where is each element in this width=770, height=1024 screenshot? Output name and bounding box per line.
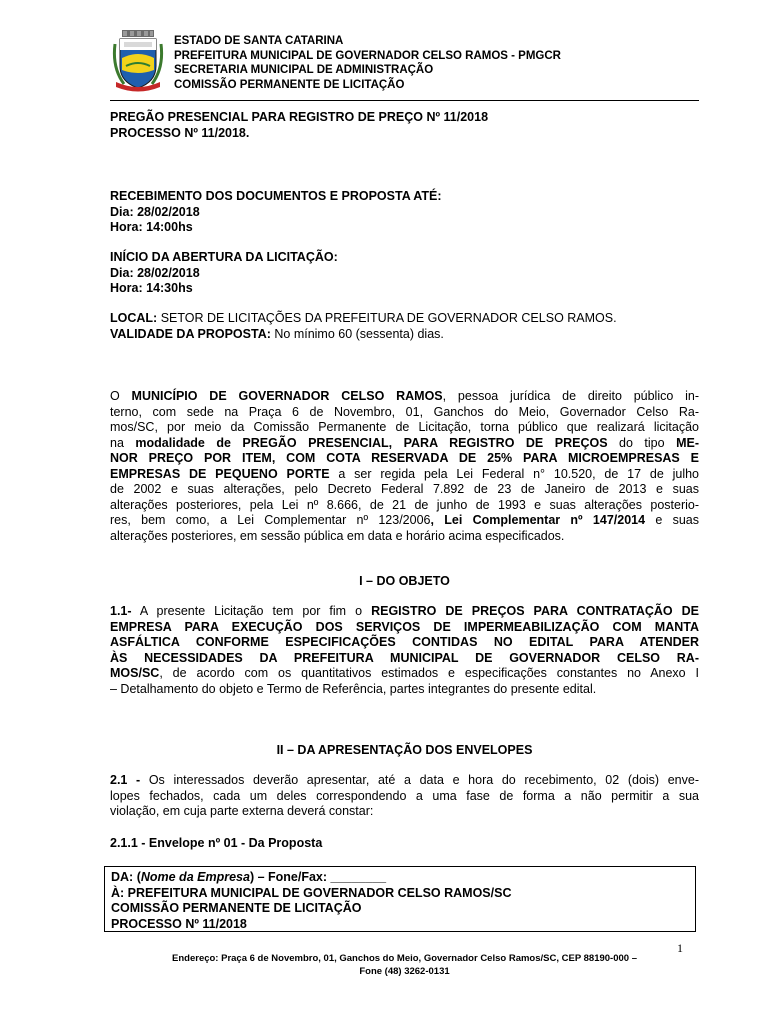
header-divider xyxy=(110,100,699,101)
local-label: LOCAL: xyxy=(110,311,158,325)
text-run: ASFÁLTICA CONFORME ESPECIFICAÇÕES CONTIDAS NO EDITAL PARA ATENDER xyxy=(110,635,699,649)
section-1-heading: I – DO OBJETO xyxy=(359,574,450,588)
text-run: , de acordo com os quantitativos estimados e especificações constantes no Anexo I xyxy=(159,666,699,680)
local-line xyxy=(110,311,699,327)
state-name: ESTADO DE SANTA CATARINA xyxy=(174,35,344,47)
paragraph-line xyxy=(110,604,699,620)
section-1-paragraph xyxy=(110,604,699,697)
paragraph-line xyxy=(110,682,699,698)
text-run: Os interessados deverão apresentar, até a data e hora do recebimento, 02 (dois) enve- xyxy=(140,773,699,787)
company-name-placeholder: Nome da Empresa xyxy=(140,870,250,884)
text-run: MUNICÍPIO DE GOVERNADOR CELSO RAMOS xyxy=(131,389,443,403)
text-run: 2.1 - xyxy=(110,773,141,787)
opening-day: Dia: 28/02/2018 xyxy=(110,265,200,280)
text-run: EMPRESA PARA EXECUÇÃO DOS SERVIÇOS DE IMPERMEABILIZAÇÃO COM MANTA xyxy=(110,619,699,634)
envelope-commission-line: COMISSÃO PERMANENTE DE LICITAÇÃO xyxy=(111,901,362,915)
text-run: MOS/SC xyxy=(110,666,160,680)
receipt-section xyxy=(110,189,699,236)
text-run: , Lei Complementar nº 147/2014 xyxy=(430,513,646,527)
text-run: do tipo xyxy=(607,435,677,450)
footer-phone: Fone (48) 3262-0131 xyxy=(359,966,450,977)
text-run: alterações posteriores, em sessão pública em data e horário acima especificados. xyxy=(110,528,565,543)
paragraph-line xyxy=(110,405,699,421)
text-run: EMPRESAS DE PEQUENO PORTE xyxy=(110,466,330,481)
paragraph-line xyxy=(110,513,699,529)
receipt-day: Dia: 28/02/2018 xyxy=(110,204,200,219)
envelope-process-line: PROCESSO Nº 11/2018 xyxy=(111,916,247,931)
envelope-label-box xyxy=(104,866,696,932)
paragraph-line xyxy=(110,651,699,667)
text-run: NOR PREÇO POR ITEM, COM COTA RESERVADA DE 25% PARA MICROEMPRESAS E xyxy=(110,451,699,465)
validity-label: VALIDADE DA PROPOSTA: xyxy=(110,326,271,341)
municipality-name: PREFEITURA MUNICIPAL DE GOVERNADOR CELSO RAMOS - PMGCR xyxy=(174,49,561,62)
opening-hour: Hora: 14:30hs xyxy=(110,281,193,295)
validity-line xyxy=(110,327,699,343)
envelope-to-line: À: PREFEITURA MUNICIPAL DE GOVERNADOR CELSO RAMOS/SC xyxy=(111,885,512,900)
text-run: – Detalhamento do objeto e Termo de Referência, partes integrantes do presente edital. xyxy=(110,681,597,696)
text-run: O xyxy=(110,389,132,403)
letterhead xyxy=(112,30,702,96)
receipt-heading: RECEBIMENTO DOS DOCUMENTOS E PROPOSTA ATÉ: xyxy=(110,189,442,203)
paragraph-line xyxy=(110,482,699,498)
envelope-from-line: DA: (Nome da Empresa) – Fone/Fax: ________ xyxy=(111,870,387,884)
page-number: 1 xyxy=(677,941,683,955)
validity-value: No mínimo 60 (sessenta) dias. xyxy=(270,326,444,341)
local-value: SETOR DE LICITAÇÕES DA PREFEITURA DE GOVERNADOR CELSO RAMOS. xyxy=(157,311,617,325)
paragraph-line xyxy=(110,436,699,452)
paragraph-line xyxy=(110,804,699,820)
title-line-2: PROCESSO Nº 11/2018. xyxy=(110,125,250,140)
local-section xyxy=(110,311,699,342)
secretariat-name: SECRETARIA MUNICIPAL DE ADMINISTRAÇÃO xyxy=(174,64,434,76)
paragraph-line xyxy=(110,467,699,483)
section-2-heading: II – DA APRESENTAÇÃO DOS ENVELOPES xyxy=(276,743,533,757)
letterhead-text xyxy=(174,34,561,92)
text-run: , pessoa jurídica de direito público in- xyxy=(442,389,699,403)
text-run: na xyxy=(110,435,136,450)
paragraph-line xyxy=(110,773,699,789)
page-footer xyxy=(110,952,699,978)
text-run: res, bem como, a Lei Complementar nº 123/2006 xyxy=(110,513,431,527)
municipal-coat-of-arms-icon xyxy=(112,30,164,92)
text-run: violação, em cuja parte externa deverá constar: xyxy=(110,804,374,818)
intro-paragraph xyxy=(110,389,699,544)
text-run: modalidade de PREGÃO PRESENCIAL, PARA REGISTRO DE PREÇOS xyxy=(135,435,608,450)
opening-section xyxy=(110,250,699,297)
paragraph-line xyxy=(110,635,699,651)
section-2-paragraph xyxy=(110,773,699,820)
paragraph-line xyxy=(110,389,699,405)
paragraph-line xyxy=(110,498,699,514)
paragraph-line xyxy=(110,420,699,436)
document-title xyxy=(110,110,699,141)
text-run: ME- xyxy=(676,435,699,450)
footer-address: Endereço: Praça 6 de Novembro, 01, Ganchos do Meio, Governador Celso Ramos/SC, CEP 88190-000 – xyxy=(172,953,637,964)
text-run: alterações posteriores, pela Lei nº 8.666, de 21 de junho de 1993 e suas alterações posterio- xyxy=(110,497,699,512)
text-run: terno, com sede na Praça 6 de Novembro, 01, Ganchos do Meio, Governador Celso Ra- xyxy=(110,404,699,419)
text-run: de 2002 e suas alterações, pelo Decreto Federal 7.892 de 23 de Janeiro de 2013 e suas xyxy=(110,482,699,496)
envelope-1-heading: 2.1.1 - Envelope nº 01 - Da Proposta xyxy=(110,836,323,850)
text-run: lopes fechados, cada um deles correspondendo a uma fase de forma a não permitir a sua xyxy=(110,788,699,803)
opening-heading: INÍCIO DA ABERTURA DA LICITAÇÃO: xyxy=(110,250,338,264)
paragraph-line xyxy=(110,666,699,682)
title-line-1: PREGÃO PRESENCIAL PARA REGISTRO DE PREÇO Nº 11/2018 xyxy=(110,110,489,124)
text-run: mos/SC, por meio da Comissão Permanente de Licitação, torna público que realizará licitação xyxy=(110,420,699,434)
text-run: 1.1- xyxy=(110,604,132,618)
text-run: e suas xyxy=(645,513,699,527)
text-run: ÀS NECESSIDADES DA PREFEITURA MUNICIPAL DE GOVERNADOR CELSO RA- xyxy=(110,650,699,665)
paragraph-line xyxy=(110,529,699,545)
receipt-hour: Hora: 14:00hs xyxy=(110,220,193,234)
text-run: A presente Licitação tem por fim o xyxy=(131,604,372,618)
paragraph-line xyxy=(110,789,699,805)
paragraph-line xyxy=(110,620,699,636)
text-run: a ser regida pela Lei Federal n° 10.520, de 17 de julho xyxy=(329,466,700,481)
text-run: REGISTRO DE PREÇOS PARA CONTRATAÇÃO DE xyxy=(371,604,699,618)
commission-name: COMISSÃO PERMANENTE DE LICITAÇÃO xyxy=(174,78,405,91)
paragraph-line xyxy=(110,451,699,467)
